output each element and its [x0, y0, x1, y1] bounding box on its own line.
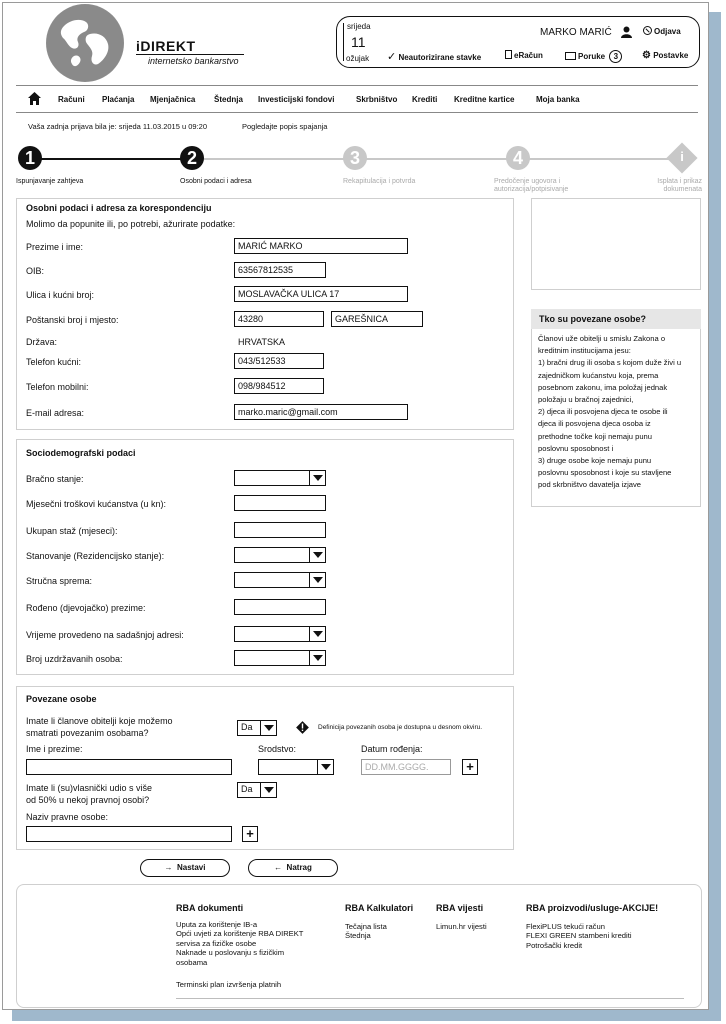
- footer-products-title: RBA proizvodi/usluge-AKCIJE!: [526, 903, 659, 913]
- email-field[interactable]: marko.maric@gmail.com: [234, 404, 408, 420]
- country-label: Država:: [26, 337, 58, 347]
- info-line: Članovi uže obitelji u smislu Zakona o: [538, 334, 666, 343]
- info-line: 1) bračni drug ili osoba s kojom duže živi u: [538, 358, 682, 368]
- info-line: 2) djeca ili posvojena djeca te osobe ili: [538, 407, 668, 417]
- housing-select[interactable]: [234, 547, 326, 563]
- time-at-address-select[interactable]: [234, 626, 326, 642]
- footer-calculators-title: RBA Kalkulatori: [345, 903, 414, 913]
- sociodemographic-title: Sociodemografski podaci: [26, 448, 136, 458]
- oib-label: OIB:: [26, 266, 45, 276]
- envelope-icon: [565, 52, 576, 60]
- settings-link[interactable]: [642, 50, 688, 61]
- nav-item-skrbnistvo[interactable]: Skrbništvo: [356, 95, 398, 104]
- family-related-value: Da: [241, 722, 253, 732]
- nav-item-stednja[interactable]: Štednja: [214, 95, 243, 104]
- date-day-number: 11: [351, 34, 366, 50]
- info-line: zajedničkom kućanstvu koja, prema: [538, 370, 659, 380]
- add-legal-entity-button[interactable]: +: [242, 826, 258, 842]
- eracun-label: eRačun: [514, 51, 543, 60]
- related-persons-title: Povezane osobe: [26, 694, 97, 704]
- nav-item-investicijski-fondovi[interactable]: Investicijski fondovi: [258, 95, 335, 104]
- brand-underline: [136, 54, 244, 55]
- related-name-field[interactable]: [26, 759, 232, 775]
- step-1-circle: 1: [18, 146, 42, 170]
- chevron-down-icon: [309, 627, 325, 641]
- step-2-label: Osobni podaci i adresa: [180, 178, 252, 185]
- step-5-label: Isplata i prikaz dokumenata: [657, 178, 702, 193]
- warning-icon: [295, 720, 310, 737]
- arrow-right-icon: →: [164, 863, 173, 872]
- mobile-phone-label: Telefon mobilni:: [26, 382, 89, 392]
- checkmark-icon: ✓: [387, 51, 397, 63]
- personal-data-title: Osobni podaci i adresa za korespondenciju: [26, 203, 212, 213]
- mobile-phone-field[interactable]: 098/984512: [234, 378, 324, 394]
- chevron-down-icon: [260, 721, 276, 735]
- relationship-label: Srodstvo:: [258, 744, 297, 754]
- footer-divider: [176, 998, 684, 999]
- messages-label: Poruke: [578, 52, 606, 61]
- home-icon[interactable]: [28, 92, 41, 107]
- name-field[interactable]: MARIĆ MARKO: [234, 238, 408, 254]
- power-icon: [643, 26, 652, 35]
- step-connector-rest: [192, 158, 682, 160]
- date-month: ožujak: [346, 54, 370, 63]
- view-connections-link[interactable]: Pogledajte popis spajanja: [242, 122, 328, 131]
- add-related-person-button[interactable]: +: [462, 759, 478, 775]
- step-2-circle: 2: [180, 146, 204, 170]
- footer-doc-link[interactable]: osobama: [176, 957, 208, 967]
- time-at-address-label: Vrijeme provedeno na sadašnjoj adresi:: [26, 630, 184, 640]
- footer-product-link[interactable]: FLEXI GREEN stambeni krediti: [526, 931, 632, 941]
- dependents-label: Broj uzdržavanih osoba:: [26, 654, 123, 664]
- last-login-info: Vaša zadnja prijava bila je: srijeda 11.03.2015 u 09:20: [28, 122, 208, 131]
- page-shadow-bottom: [12, 1010, 721, 1021]
- step-3-label: Rekapitulacija i potvrda: [343, 178, 416, 185]
- logout-link[interactable]: [643, 26, 681, 36]
- chevron-down-icon: [260, 783, 276, 797]
- page-shadow-right: [709, 12, 721, 1021]
- gear-icon: ⚙: [642, 50, 651, 61]
- next-button[interactable]: [140, 859, 230, 877]
- info-line: djeca ili posvojena djeca osoba iz: [538, 419, 651, 429]
- info-line: pod skrbništvo davatelja izjave: [538, 480, 641, 490]
- legal-entity-label: Naziv pravne osobe:: [26, 812, 109, 822]
- footer-doc-link[interactable]: servisa za fizičke osobe: [176, 938, 257, 948]
- settings-label: Postavke: [653, 51, 689, 60]
- back-label: Natrag: [286, 863, 312, 872]
- footer-news-title: RBA vijesti: [436, 903, 484, 913]
- housing-label: Stanovanje (Rezidencijsko stanje):: [26, 551, 165, 561]
- side-empty-box: [531, 198, 701, 290]
- info-line: kreditnim institucijama jesu:: [538, 346, 631, 356]
- footer-doc-link[interactable]: Uputa za korištenje IB-a: [176, 920, 258, 929]
- footer-docs-list: [176, 920, 303, 967]
- eracun-link[interactable]: [505, 50, 543, 60]
- back-button[interactable]: [248, 859, 338, 877]
- footer-product-link[interactable]: Potrošački kredit: [526, 940, 583, 950]
- footer-product-link[interactable]: FlexiPLUS tekući račun: [526, 922, 605, 931]
- relationship-select[interactable]: [258, 759, 334, 775]
- dependents-select[interactable]: [234, 650, 326, 666]
- marital-status-select[interactable]: [234, 470, 326, 486]
- nav-item-krediti[interactable]: Krediti: [412, 95, 438, 104]
- brand-name: iDIREKT: [136, 38, 196, 54]
- footer-calc-link[interactable]: Štednja: [345, 931, 371, 941]
- next-label: Nastavi: [176, 863, 206, 872]
- related-name-label: Ime i prezime:: [26, 744, 83, 754]
- work-experience-field[interactable]: [234, 522, 326, 538]
- step-5-info-icon: i: [680, 149, 684, 164]
- unauthorized-label: Neautorizirane stavke: [398, 53, 482, 62]
- info-line: posebnom zakonu, ima položaj jednak: [538, 382, 668, 392]
- birth-date-label: Datum rođenja:: [361, 744, 423, 754]
- maiden-name-field[interactable]: [234, 599, 326, 615]
- personal-intro: Molimo da popunite ili, po potrebi, ažurirate podatke:: [26, 219, 236, 229]
- name-label: Prezime i ime:: [26, 242, 84, 252]
- messages-link[interactable]: [565, 50, 622, 63]
- city-field[interactable]: GAREŠNICA: [331, 311, 423, 327]
- footer-docs-title: RBA dokumenti: [176, 903, 244, 913]
- step-3-circle: 3: [343, 146, 367, 170]
- info-line: prethodne točke koji nemaju punu: [538, 431, 652, 441]
- ownership-question-line2: od 50% u nekoj pravnoj osobi?: [26, 795, 150, 805]
- household-expenses-label: Mjesečni troškovi kućanstva (u kn):: [26, 499, 167, 509]
- household-expenses-field[interactable]: [234, 495, 326, 511]
- chevron-down-icon: [309, 651, 325, 665]
- work-experience-label: Ukupan staž (mjeseci):: [26, 526, 118, 536]
- family-question-line1: Imate li članove obitelji koje možemo: [26, 716, 173, 726]
- user-name: MARKO MARIĆ: [540, 27, 612, 38]
- related-persons-info-body: [531, 329, 701, 507]
- footer-calculators-list: [345, 922, 387, 941]
- street-label: Ulica i kućni broj:: [26, 290, 95, 300]
- chevron-down-icon: [309, 471, 325, 485]
- ownership-question-line1: Imate li (su)vlasnički udio s više: [26, 783, 153, 793]
- step-1-label: Ispunjavanje zahtjeva: [16, 178, 84, 185]
- nav-item-mjenjacnica[interactable]: Mjenjačnica: [150, 95, 196, 104]
- info-line: položaju u bračnoj zajednici,: [538, 395, 634, 405]
- education-label: Stručna sprema:: [26, 576, 93, 586]
- footer-doc-link[interactable]: Opći uvjeti za korištenje RBA DIREKT: [176, 929, 304, 939]
- footer-calc-link[interactable]: Tečajna lista: [345, 922, 387, 931]
- footer-news-link[interactable]: Limun.hr vijesti: [436, 922, 487, 931]
- family-related-select[interactable]: [237, 720, 277, 736]
- education-select[interactable]: [234, 572, 326, 588]
- globe-logo-icon: [46, 4, 124, 82]
- street-field[interactable]: MOSLAVAČKA ULICA 17: [234, 286, 408, 302]
- home-phone-field[interactable]: 043/512533: [234, 353, 324, 369]
- country-value: HRVATSKA: [238, 337, 286, 347]
- home-phone-label: Telefon kućni:: [26, 357, 82, 367]
- document-icon: [505, 50, 512, 59]
- date-day-name: srijeda: [347, 22, 371, 31]
- info-line: poslovnu sposobnost i koje su stavljene: [538, 468, 672, 478]
- logout-label: Odjava: [654, 27, 681, 36]
- user-panel: [336, 16, 700, 68]
- oib-field[interactable]: 63567812535: [234, 262, 326, 278]
- birth-date-field[interactable]: DD.MM.GGGG.: [361, 759, 451, 775]
- related-definition-note: Definicija povezanih osoba je dostupna u desnom okviru.: [318, 724, 483, 731]
- nav-item-kreditne-kartice[interactable]: Kreditne kartice: [454, 95, 515, 104]
- step-4-circle: 4: [506, 146, 530, 170]
- marital-status-label: Bračno stanje:: [26, 474, 84, 484]
- chevron-down-icon: [309, 548, 325, 562]
- info-line: 3) druge osobe koje nemaju punu: [538, 456, 652, 466]
- postal-code-field[interactable]: 43280: [234, 311, 324, 327]
- nav-item-racuni[interactable]: Računi: [58, 95, 85, 104]
- nav-item-moja-banka[interactable]: Moja banka: [536, 95, 580, 104]
- main-navigation: [16, 85, 698, 113]
- email-label: E-mail adresa:: [26, 408, 85, 418]
- step-connector-1: [30, 158, 192, 160]
- info-line: poslovnu sposobnost i: [538, 443, 614, 453]
- footer-products-list: [526, 922, 632, 950]
- arrow-left-icon: ←: [274, 863, 283, 872]
- unauthorized-items-link[interactable]: [387, 50, 481, 63]
- maiden-name-label: Rođeno (djevojačko) prezime:: [26, 603, 146, 613]
- footer-doc-link[interactable]: Naknade u poslovanju s fizičkim: [176, 948, 285, 958]
- step-4-label: Predočenje ugovora i autorizacija/potpisivanje: [494, 178, 569, 193]
- footer-doc-link-payments[interactable]: Terminski plan izvršenja platnih: [176, 980, 282, 989]
- nav-item-placanja[interactable]: Plaćanja: [102, 95, 135, 104]
- ownership-select[interactable]: [237, 782, 277, 798]
- date-divider: [343, 23, 344, 61]
- legal-entity-field[interactable]: [26, 826, 232, 842]
- messages-count-badge: 3: [609, 50, 622, 63]
- chevron-down-icon: [317, 760, 333, 774]
- related-persons-info-title: Tko su povezane osobe?: [531, 309, 701, 329]
- postal-label: Poštanski broj i mjesto:: [26, 315, 119, 325]
- chevron-down-icon: [309, 573, 325, 587]
- user-icon: [621, 26, 632, 40]
- brand-subtitle: internetsko bankarstvo: [148, 56, 239, 66]
- family-question-line2: smatrati povezanim osobama?: [26, 728, 149, 738]
- ownership-value: Da: [241, 784, 253, 794]
